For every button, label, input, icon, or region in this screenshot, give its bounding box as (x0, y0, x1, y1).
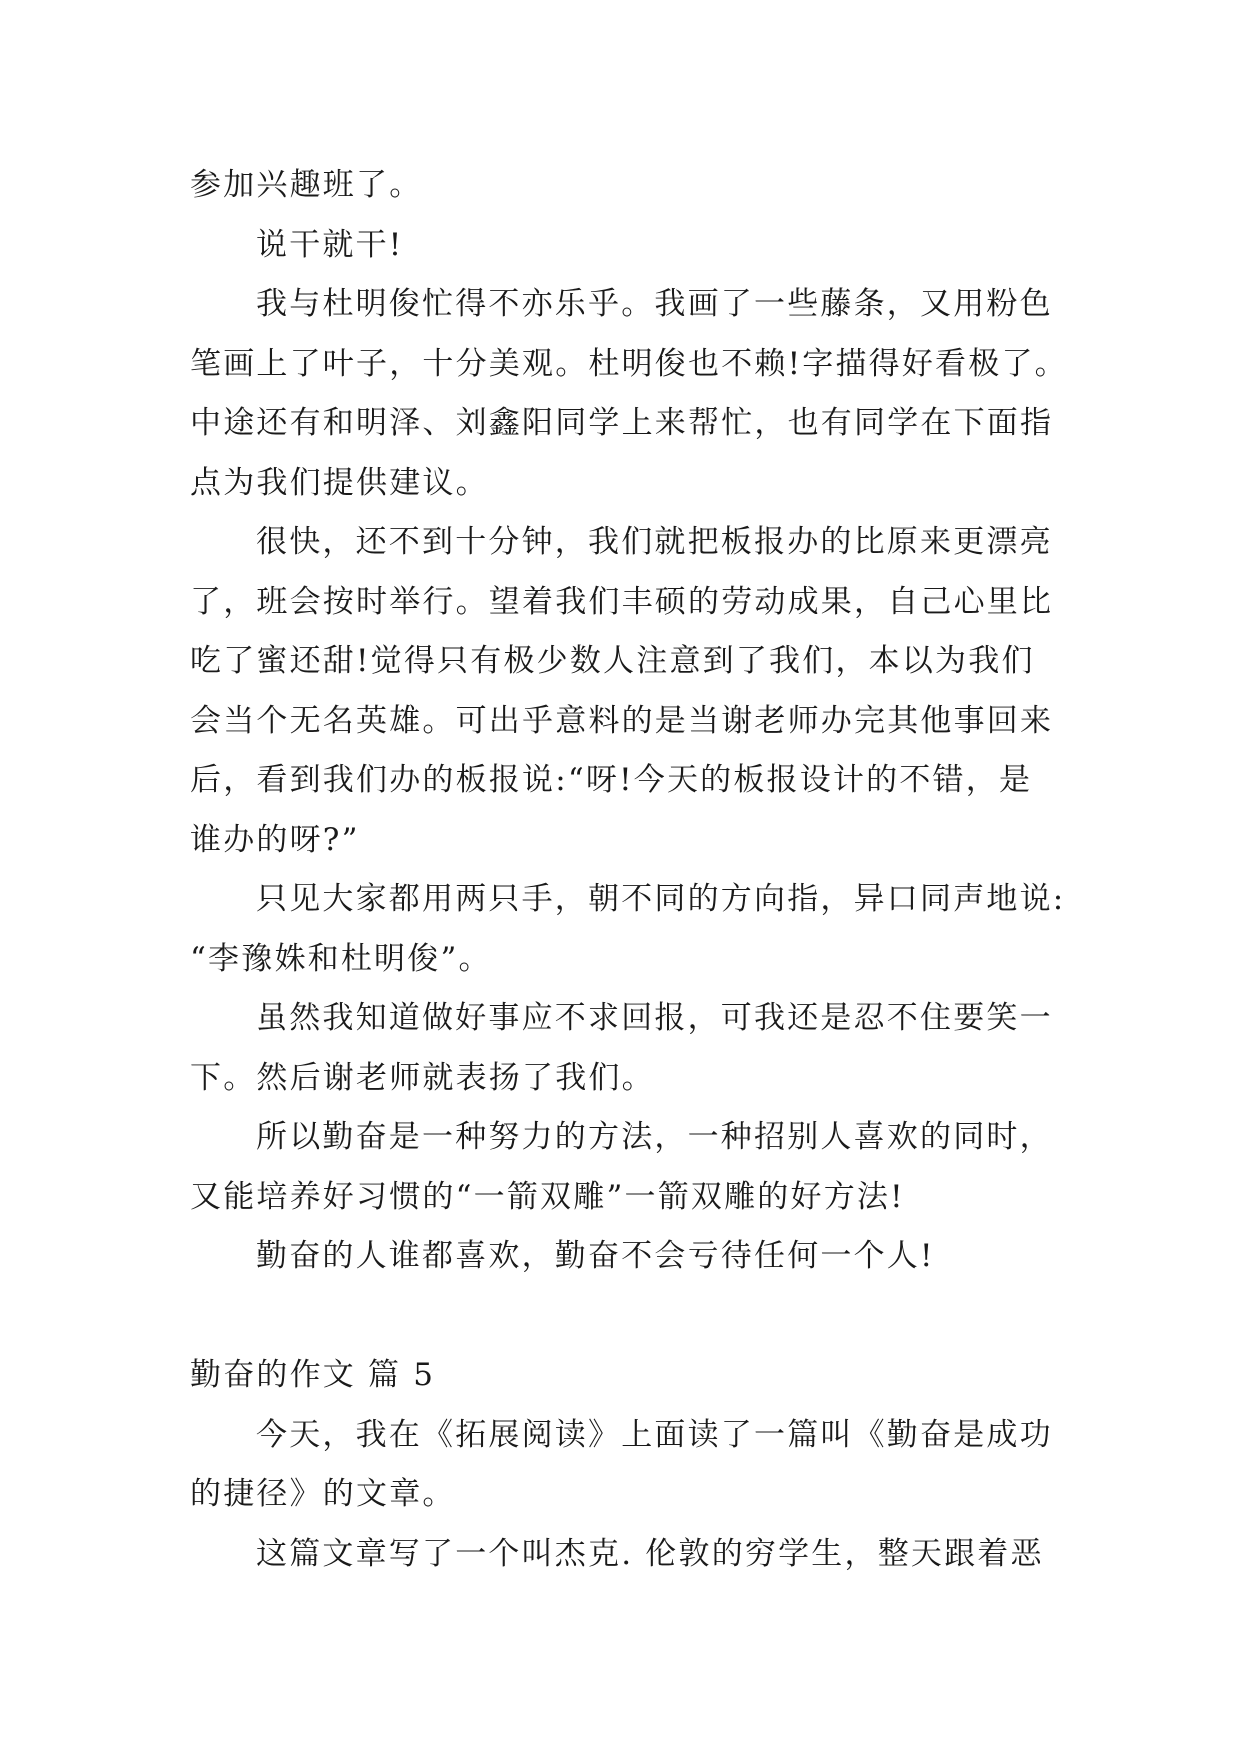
text-line: 中途还有和明泽、刘鑫阳同学上来帮忙，也有同学在下面指 (190, 405, 1054, 441)
text-line: 的捷径》的文章。 (190, 1476, 456, 1512)
text-line: 今天，我在《拓展阅读》上面读了一篇叫《勤奋是成功 (256, 1416, 1053, 1453)
text-line: 所以勤奋是一种努力的方法，一种招别人喜欢的同时， (256, 1119, 1053, 1155)
text-line: 了，班会按时举行。望着我们丰硕的劳动成果，自己心里比 (190, 583, 1054, 620)
text-line: “李豫姝和杜明俊”。 (190, 940, 492, 977)
text-line: 后，看到我们办的板报说:“呀!今天的板报设计的不错，是 (190, 762, 1033, 798)
text-line: 虽然我知道做好事应不求回报，可我还是忍不住要笑一 (256, 1000, 1053, 1036)
text-line: 下。然后谢老师就表扬了我们。 (190, 1059, 655, 1096)
text-line: 勤奋的人谁都喜欢，勤奋不会亏待任何一个人! (256, 1238, 935, 1274)
text-line: 说干就干! (256, 226, 404, 263)
text-line: 参加兴趣班了。 (190, 167, 423, 203)
text-line: 这篇文章写了一个叫杰克. 伦敦的穷学生，整天跟着恶 (256, 1535, 1044, 1572)
text-line: 点为我们提供建议。 (190, 464, 489, 501)
document-body (190, 156, 1070, 1584)
text-line: 只见大家都用两只手，朝不同的方向指，异口同声地说: (256, 881, 1066, 917)
text-line: 吃了蜜还甜!觉得只有极少数人注意到了我们，本以为我们 (190, 643, 1035, 679)
text-line: 我与杜明俊忙得不亦乐乎。我画了一些藤条，又用粉色 (256, 286, 1053, 322)
text-line: 又能培养好习惯的“一箭双雕”一箭双雕的好方法! (190, 1178, 905, 1215)
section-heading: 勤奋的作文 篇 5 (190, 1357, 436, 1393)
text-line: 笔画上了叶子，十分美观。杜明俊也不赖!字描得好看极了。 (190, 345, 1068, 382)
paragraph-spacer (190, 1287, 1070, 1347)
text-line: 会当个无名英雄。可出乎意料的是当谢老师办完其他事回来 (190, 702, 1054, 739)
text-line: 谁办的呀?” (190, 821, 360, 858)
text-line: 很快，还不到十分钟，我们就把板报办的比原来更漂亮 (256, 524, 1053, 560)
